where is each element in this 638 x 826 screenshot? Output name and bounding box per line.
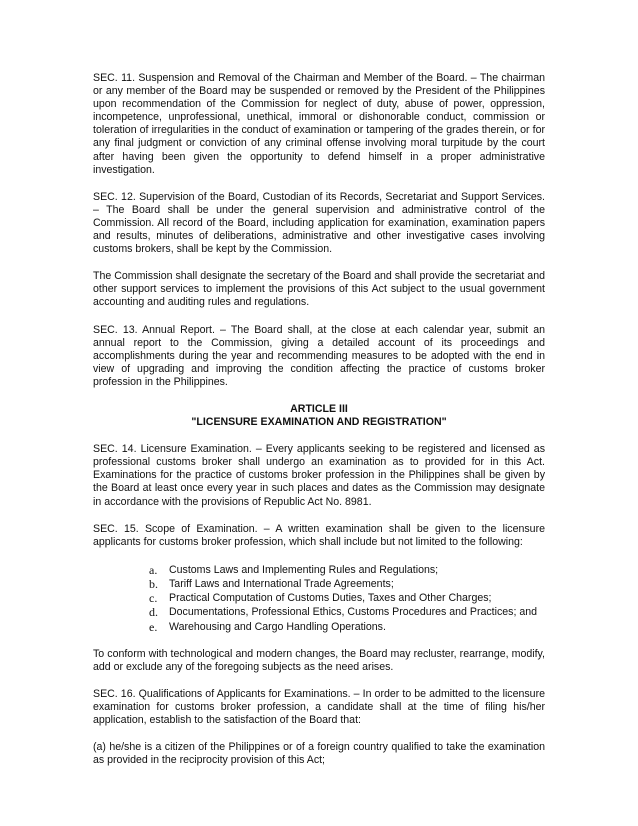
article-number: ARTICLE III: [290, 402, 348, 415]
section-12: SEC. 12. Supervision of the Board, Custodian of its Records, Secretariat and Support Services. – The Board shall be under the general supervision and administrative control of the Commission. All record of the Board, including application for examination, examination papers and results, minutes of deliberations, administrative and other investigative cases involving customs brokers, shall be kept by the Commission.: [93, 190, 545, 256]
article-heading: [93, 403, 545, 429]
list-item: [149, 591, 545, 605]
section-16: SEC. 16. Qualifications of Applicants for Examinations. – In order to be admitted to the licensure examination for customs broker profession, a candidate shall at the time of filing his/her application, establish to the satisfaction of the Board that:: [93, 688, 545, 727]
list-letter: b.: [149, 577, 158, 592]
list-item: [149, 605, 545, 619]
list-item: [149, 563, 545, 577]
exam-subjects-list: [93, 563, 545, 634]
section-15: SEC. 15. Scope of Examination. – A written examination shall be given to the licensure applicants for customs broker profession, which shall include but not limited to the following:: [93, 522, 545, 548]
section-14: SEC. 14. Licensure Examination. – Every applicants seeking to be registered and licensed as professional customs broker shall undergo an examination as to provided for in this Act. Examinations for the practice of customs broker profession in the Philippines shall be given by the Board at least once every year in such places and dates as the Commission may designate in accordance with the provisions of Republic Act No. 8981.: [93, 443, 545, 508]
list-letter: a.: [149, 562, 158, 577]
list-text: Warehousing and Cargo Handling Operations.: [169, 620, 386, 633]
list-text: Tariff Laws and International Trade Agreements;: [169, 578, 394, 591]
section-12-secretariat: The Commission shall designate the secretary of the Board and shall provide the secretariat and other support services to implement the provisions of this Act subject to the usual government accounting and auditing rules and regulations.: [93, 270, 545, 309]
section-16-a: (a) he/she is a citizen of the Philippines or of a foreign country qualified to take the examination as provided in the reciprocity provision of this Act;: [93, 741, 545, 767]
article-title: "LICENSURE EXAMINATION AND REGISTRATION": [191, 416, 447, 429]
list-text: Documentations, Professional Ethics, Customs Procedures and Practices; and: [169, 606, 538, 619]
list-text: Practical Computation of Customs Duties, Taxes and Other Charges;: [169, 592, 492, 605]
section-11: SEC. 11. Suspension and Removal of the Chairman and Member of the Board. – The chairman or any member of the Board may be suspended or removed by the President of the Philippines upon recommendation of the Commission for neglect of duty, abuse of power, oppression, incompetence, unprofessional, unethical, immoral or dishonorable conduct, commission or toleration of irregularities in the conduct of examination or tampering of the grades therein, or for any final judgment or conviction of any criminal offense involving moral turpitude by the court after having been given the opportunity to defend himself in a proper administrative investigation.: [93, 72, 545, 176]
list-item: [149, 620, 545, 634]
list-letter: e.: [149, 619, 158, 634]
list-text: Customs Laws and Implementing Rules and Regulations;: [169, 563, 439, 576]
section-13: SEC. 13. Annual Report. – The Board shall, at the close at each calendar year, submit an annual report to the Commission, giving a detailed account of its proceedings and accomplishments during the year and recommending measures to be adopted with the end in view of upgrading and improving the condition affecting the practice of customs broker profession in the Philippines.: [93, 323, 545, 388]
section-15-modifications: To conform with technological and modern changes, the Board may recluster, rearrange, modify, add or exclude any of the foregoing subjects as the need arises.: [93, 647, 545, 673]
list-letter: d.: [149, 605, 158, 620]
list-letter: c.: [149, 591, 158, 606]
list-item: [149, 577, 545, 591]
